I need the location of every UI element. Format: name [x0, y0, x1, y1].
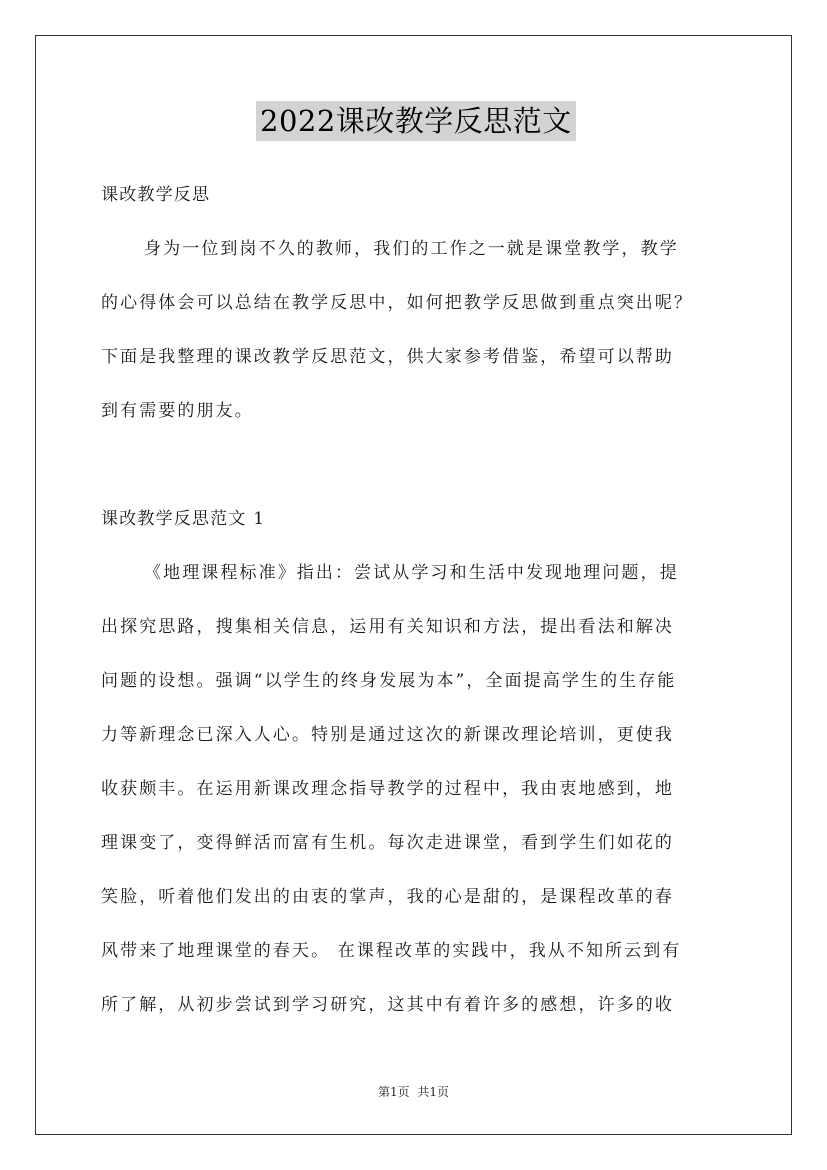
document-title: 2022课改教学反思范文 — [256, 101, 576, 141]
paragraph-line: 风带来了地理课堂的春天。 在课程改革的实践中，我从不知所云到有 — [101, 941, 682, 961]
paragraph-line: 身为一位到岗不久的教师，我们的工作之一就是课堂教学，教学 — [144, 239, 679, 259]
paragraph-line: 下面是我整理的课改教学反思范文，供大家参考借鉴，希望可以帮助 — [101, 347, 674, 367]
paragraph-line: 《地理课程标准》指出：尝试从学习和生活中发现地理问题，提 — [144, 563, 679, 583]
section-heading-1: 课改教学反思范文 1 — [101, 509, 266, 529]
page-total: 共1页 — [417, 1085, 450, 1099]
paragraph-line: 力等新理念已深入人心。特别是通过这次的新课改理论培训，更使我 — [101, 725, 674, 745]
section-heading-intro: 课改教学反思 — [101, 185, 211, 205]
page-number: 第1页 — [377, 1085, 410, 1099]
paragraph-line: 出探究思路，搜集相关信息，运用有关知识和方法，提出看法和解决 — [101, 617, 674, 637]
page-footer — [0, 1084, 827, 1100]
paragraph-line: 理课变了，变得鲜活而富有生机。每次走进课堂，看到学生们如花的 — [101, 833, 674, 853]
paragraph-line: 收获颇丰。在运用新课改理念指导教学的过程中，我由衷地感到，地 — [101, 779, 674, 799]
paragraph-line: 笑脸，听着他们发出的由衷的掌声，我的心是甜的，是课程改革的春 — [101, 887, 674, 907]
paragraph-line: 的心得体会可以总结在教学反思中，如何把教学反思做到重点突出呢？ — [101, 293, 694, 313]
paragraph-line: 所了解，从初步尝试到学习研究，这其中有着许多的感想，许多的收 — [101, 995, 674, 1015]
paragraph-line: 到有需要的朋友。 — [101, 401, 254, 421]
paragraph-line: 问题的设想。强调“以学生的终身发展为本”，全面提高学生的生存能 — [101, 671, 677, 691]
